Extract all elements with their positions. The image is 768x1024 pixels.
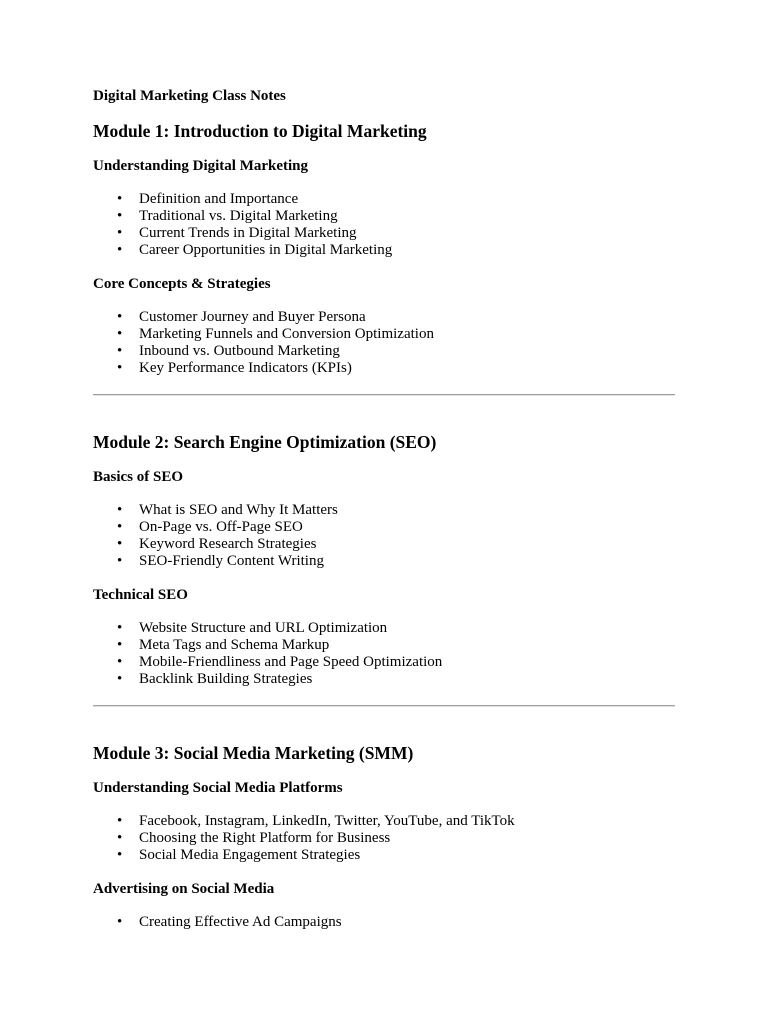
document-title: Digital Marketing Class Notes	[93, 88, 286, 104]
list-item: • SEO-Friendly Content Writing	[139, 553, 675, 570]
list-item: • Website Structure and URL Optimization	[139, 620, 675, 637]
list-item: • Creating Effective Ad Campaigns	[139, 914, 675, 931]
bullet-list	[93, 502, 675, 570]
list-item: • What is SEO and Why It Matters	[139, 502, 675, 519]
list-item: • Inbound vs. Outbound Marketing	[139, 343, 675, 360]
bullet-list	[93, 309, 675, 377]
horizontal-rule	[93, 394, 675, 396]
list-item: • Keyword Research Strategies	[139, 536, 675, 553]
list-item: • Mobile-Friendliness and Page Speed Optimization	[139, 654, 675, 671]
list-item: • On-Page vs. Off-Page SEO	[139, 519, 675, 536]
section-heading: Advertising on Social Media	[93, 881, 275, 897]
list-item: • Definition and Importance	[139, 191, 675, 208]
list-item: • Career Opportunities in Digital Marketing	[139, 242, 675, 259]
list-item: • Facebook, Instagram, LinkedIn, Twitter, YouTube, and TikTok	[139, 813, 675, 830]
list-item: • Marketing Funnels and Conversion Optimization	[139, 326, 675, 343]
list-item: • Social Media Engagement Strategies	[139, 847, 675, 864]
list-item: • Key Performance Indicators (KPIs)	[139, 360, 675, 377]
module-2-heading: Module 2: Search Engine Optimization (SEO)	[93, 432, 437, 452]
list-item: • Current Trends in Digital Marketing	[139, 225, 675, 242]
section-heading: Technical SEO	[93, 587, 188, 603]
section-heading: Basics of SEO	[93, 469, 184, 485]
bullet-list	[93, 620, 675, 688]
bullet-list	[93, 813, 675, 864]
list-item: • Traditional vs. Digital Marketing	[139, 208, 675, 225]
bullet-list	[93, 191, 675, 259]
bullet-list	[93, 914, 675, 931]
horizontal-rule	[93, 705, 675, 707]
module-1-heading: Module 1: Introduction to Digital Marketing	[93, 121, 427, 141]
section-heading: Understanding Social Media Platforms	[93, 780, 343, 796]
list-item: • Customer Journey and Buyer Persona	[139, 309, 675, 326]
section-heading: Core Concepts & Strategies	[93, 276, 271, 292]
list-item: • Backlink Building Strategies	[139, 671, 675, 688]
section-heading: Understanding Digital Marketing	[93, 158, 309, 174]
list-item: • Meta Tags and Schema Markup	[139, 637, 675, 654]
list-item: • Choosing the Right Platform for Business	[139, 830, 675, 847]
module-3-heading: Module 3: Social Media Marketing (SMM)	[93, 743, 414, 763]
